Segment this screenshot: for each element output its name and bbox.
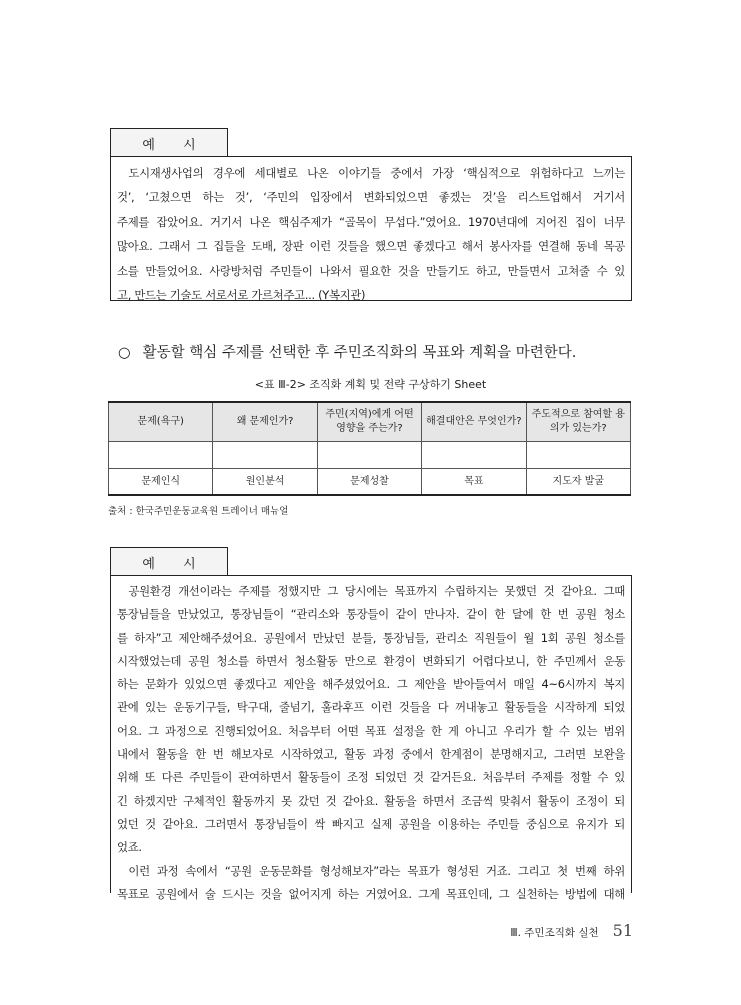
- table-blank-row: [109, 442, 631, 469]
- table-cell: [317, 442, 421, 469]
- table-cell: [109, 442, 213, 469]
- table-header-cell: 주도적으로 참여할 용의가 있는가?: [526, 402, 630, 442]
- table-cell: [422, 442, 526, 469]
- example-line: 통장님들을 만났었고, 통장님들이 “관리소와 통장들이 같이 만나자. 같이 한 달에 한 번 공원 청소: [117, 607, 625, 622]
- table-source: 출처 : 한국주민운동교육원 트레이너 매뉴얼: [108, 506, 289, 517]
- table-footer-cell: 목표: [422, 469, 526, 496]
- bullet-text: 활동할 핵심 주제를 선택한 후 주민조직화의 목표와 계획을 마련한다.: [142, 345, 577, 361]
- example-line: 하는 문화가 있었으면 좋겠다고 제안을 해주셨었어요. 그 제안을 받아들여서 매일 4~6시까지 복지: [117, 677, 625, 692]
- table-caption: <표 Ⅲ-2> 조직화 계획 및 전략 구상하기 Sheet: [254, 378, 487, 391]
- example-line: 관에 있는 운동기구들, 탁구대, 줄넘기, 훌라후프 이런 것들을 다 꺼내놓고 활동들을 시작하게 되었: [117, 700, 625, 715]
- example-line: 것’, ‘고쳤으면 하는 것’, ‘주민의 입장에서 변화되었으면 좋겠는 것’을 리스트업해서 거기서: [117, 190, 625, 205]
- example-line: 소를 만들었어요. 사랑방처럼 주민들이 나와서 필요한 것을 만들기도 하고, 만들면서 고쳐줄 수 있: [117, 263, 625, 278]
- example-line: 시작했었는데 공원 청소를 하면서 청소활동 만으로 환경이 변화되기 어렵다보니, 한 주민께서 운동: [117, 653, 625, 668]
- bullet-statement: [118, 341, 576, 362]
- example-line: 주제를 잡았어요. 거기서 나온 핵심주제가 “골목이 무섭다.”였어요. 1970년대에 지어진 집이 너무: [117, 214, 625, 229]
- table-header-row: [109, 402, 631, 442]
- table-footer-cell: 문제성찰: [317, 469, 421, 496]
- table-cell: [526, 442, 630, 469]
- table-footer-cell: 문제인식: [109, 469, 213, 496]
- example-tab-label: 예 시: [142, 556, 208, 572]
- table-footer-row: [109, 469, 631, 496]
- page-footer: [510, 921, 633, 940]
- table-header-cell: 해결대안은 무엇인가?: [422, 402, 526, 442]
- table-header-cell: 왜 문제인가?: [213, 402, 317, 442]
- example-line: 었던 것 같아요. 그러면서 통장님들이 싹 빠지고 실제 공원을 이용하는 주민들 중심으로 유지가 되: [117, 816, 625, 831]
- table-header-cell: 주민(지역)에게 어떤 영향을 주는가?: [317, 402, 421, 442]
- table-cell: [213, 442, 317, 469]
- table-footer-cell: 지도자 발굴: [526, 469, 630, 496]
- page-number: 51: [612, 921, 633, 940]
- circle-bullet-icon: ○: [118, 345, 131, 361]
- example-tab-1: [110, 128, 228, 157]
- example-line: 를 하자”고 제안해주셨어요. 공원에서 만났던 분들, 통장님들, 관리소 직원들이 월 1회 공원 청소를: [117, 630, 625, 645]
- example-tab-2: [110, 547, 228, 576]
- example-line: 많아요. 그래서 그 집들을 도배, 장판 이런 것들을 했으면 좋겠다고 해서 봉사자를 연결해 동네 목공: [117, 239, 625, 254]
- example-line: 었죠.: [117, 840, 142, 855]
- example-line: 위해 또 다른 주민들이 관여하면서 활동들이 조정 되었던 것 같거든요. 처음부터 주제를 정할 수 있: [117, 770, 625, 785]
- example-line: 목표로 공원에서 술 드시는 것을 없어지게 하는 거였어요. 그게 목표인데, 그 실천하는 방법에 대해: [117, 886, 625, 901]
- example-line: 내에서 활동을 한 번 해보자로 시작하였고, 활동 과정 중에서 한계점이 분명해지고, 그러면 보완을: [117, 747, 625, 762]
- example-line: 이런 과정 속에서 “공원 운동문화를 형성해보자”라는 목표가 형성된 거죠. 그리고 첫 번째 하위: [128, 863, 625, 878]
- example-tab-label: 예 시: [142, 137, 208, 153]
- example-line: 긴 하겠지만 구체적인 활동까지 못 갔던 것 같아요. 활동을 하면서 조금씩 맞춰서 활동이 조정이 되: [117, 793, 625, 808]
- section-title: Ⅲ. 주민조직화 실천: [510, 927, 599, 939]
- plan-table: [108, 401, 631, 496]
- table-footer-cell: 원인분석: [213, 469, 317, 496]
- example-line: 공원환경 개선이라는 주제를 정했지만 그 당시에는 목표까지 수립하지는 못했던 것 같아요. 그때: [128, 584, 625, 598]
- example-line: 어요. 그 과정으로 진행되었어요. 처음부터 어떤 목표 설정을 한 게 아니고 우리가 할 수 있는 범위: [117, 723, 625, 738]
- example-box-1: [110, 156, 632, 301]
- example-line: 도시재생사업의 경우에 세대별로 나온 이야기들 중에서 가장 ‘핵심적으로 위험하다고 느끼는: [128, 166, 625, 180]
- example-box-2: [110, 575, 632, 901]
- table-header-cell: 문제(욕구): [109, 402, 213, 442]
- example-line: 고, 만드는 기술도 서로서로 가르쳐주고... (Y복지관): [117, 288, 366, 303]
